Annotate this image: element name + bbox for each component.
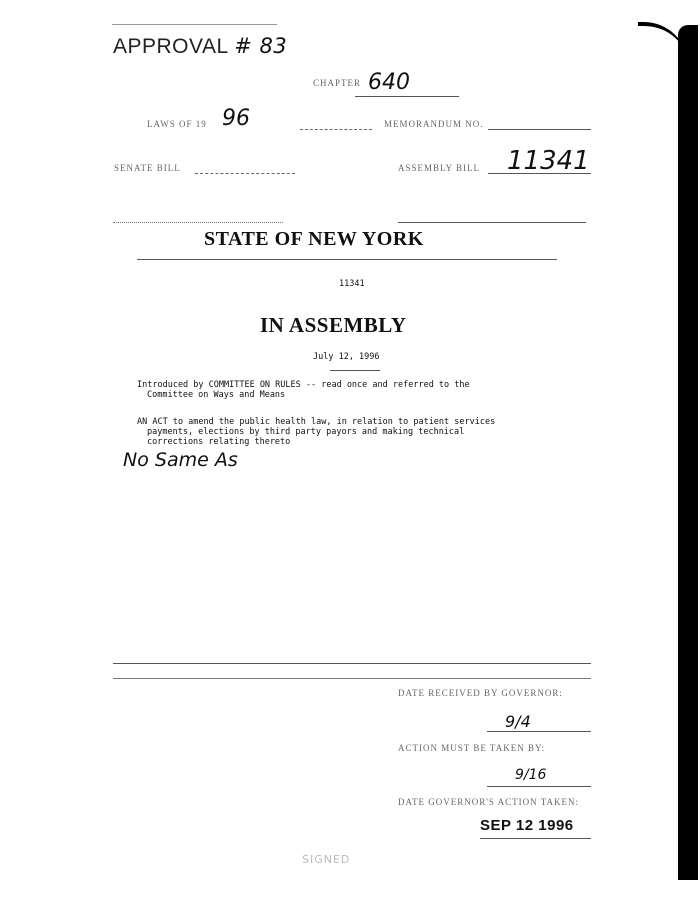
approval-label: APPROVAL xyxy=(113,35,228,58)
act-line-2: payments, elections by third party payors and making technical xyxy=(147,427,465,437)
footer-rule-2 xyxy=(113,678,591,679)
state-title-rule xyxy=(137,259,557,260)
in-assembly-title: IN ASSEMBLY xyxy=(260,313,407,337)
act-line-3: corrections relating thereto xyxy=(147,437,291,447)
date-received-value: 9/4 xyxy=(505,712,531,731)
action-must-underline xyxy=(487,786,591,787)
bottom-stamp: SIGNED xyxy=(302,853,351,866)
page-edge xyxy=(638,0,700,901)
state-title: STATE OF NEW YORK xyxy=(204,228,424,250)
action-must-label: ACTION MUST BE TAKEN BY: xyxy=(398,743,546,753)
senate-bill-underline xyxy=(195,173,295,174)
date-action-label: DATE GOVERNOR'S ACTION TAKEN: xyxy=(398,797,579,807)
date-action-value: SEP 12 1996 xyxy=(480,817,574,834)
bill-number: 11341 xyxy=(339,279,365,289)
approval-heading xyxy=(113,34,287,59)
date-received-label: DATE RECEIVED BY GOVERNOR: xyxy=(398,688,563,698)
chapter-underline xyxy=(355,96,459,97)
handwritten-note: No Same As xyxy=(123,449,238,471)
date-received-underline xyxy=(487,731,591,732)
introduced-line-2: Committee on Ways and Means xyxy=(147,390,286,400)
laws-year: 96 xyxy=(222,106,250,131)
chapter-label: CHAPTER xyxy=(313,78,362,88)
assembly-bill-value: 11341 xyxy=(507,146,590,176)
intro-date: July 12, 1996 xyxy=(313,352,380,362)
laws-label: LAWS OF 19 xyxy=(147,119,207,129)
separator-right xyxy=(398,222,586,223)
senate-bill-label: SENATE BILL xyxy=(114,163,181,173)
action-must-value: 9/16 xyxy=(515,767,547,783)
memorandum-underline xyxy=(488,129,591,130)
date-underline xyxy=(330,370,380,371)
assembly-bill-label: ASSEMBLY BILL xyxy=(398,163,481,173)
approval-number: # 83 xyxy=(234,34,288,58)
assembly-bill-underline xyxy=(488,173,591,174)
separator-left xyxy=(113,222,283,223)
laws-underline xyxy=(300,129,372,130)
date-action-underline xyxy=(480,838,591,839)
footer-rule-1 xyxy=(113,663,591,664)
top-rule xyxy=(112,24,277,25)
act-line-1: AN ACT to amend the public health law, in relation to patient services xyxy=(137,417,496,427)
memorandum-label: MEMORANDUM NO. xyxy=(384,119,484,129)
introduced-line-1: Introduced by COMMITTEE ON RULES -- read once and referred to the xyxy=(137,380,470,390)
page-edge-shadow xyxy=(678,25,698,880)
chapter-value: 640 xyxy=(368,70,410,95)
